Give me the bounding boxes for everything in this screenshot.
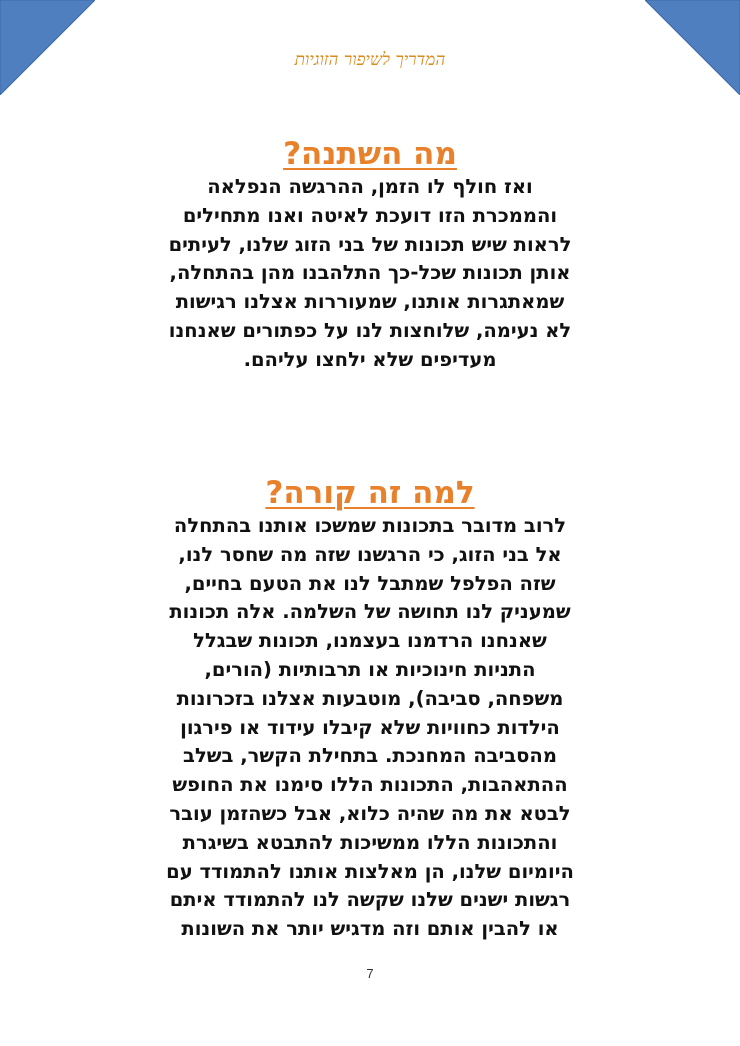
paragraph-line: שמעניק לנו תחושה של השלמה. אלה תכונות — [169, 600, 571, 624]
paragraph-line: שזה הפלפל שמתבל לנו את הטעם בחיים, — [184, 571, 556, 595]
paragraph-line: לא נעימה, שלוחצות לנו על כפתורים שאנחנו — [168, 318, 572, 342]
section-heading: מה השתנה? — [283, 136, 457, 172]
section-heading: למה זה קורה? — [265, 475, 475, 511]
paragraph-line: לבטא את מה שהיה כלוא, אבל כשהזמן עובר — [169, 801, 571, 825]
paragraph-line: לראות שיש תכונות של בני הזוג שלנו, לעיתים — [168, 232, 572, 256]
section-paragraph — [100, 173, 640, 375]
paragraph-line: והתכונות הללו ממשיכות להתבטא בשיגרת — [182, 830, 558, 854]
section-why-it-happens — [100, 474, 640, 944]
paragraph-line: והממכרת הזו דועכת לאיטה ואנו מתחילים — [182, 203, 558, 227]
section-paragraph — [100, 512, 640, 944]
paragraph-line: התניות חינוכיות או תרבותיות (הורים, — [204, 657, 536, 681]
paragraph-line: מהסביבה המחנכת. בתחילת הקשר, בשלב — [183, 744, 557, 768]
paragraph-line: היומיום שלנו, הן מאלצות אותנו להתמודד עם — [166, 859, 574, 883]
paragraph-line: רגשות ישנים שלנו שקשה לנו להתמודד איתם — [169, 888, 571, 912]
paragraph-line: שאנחנו הרדמנו בעצמנו, תכונות שבגלל — [193, 629, 547, 653]
section-what-changed — [100, 135, 640, 375]
page-number: 7 — [366, 966, 374, 981]
paragraph-line: שמאתגרות אותנו, שמעוררות אצלנו רגישות — [175, 290, 565, 314]
paragraph-line: ואז חולף לו הזמן, ההרגשה הנפלאה — [207, 175, 533, 198]
corner-triangle-right — [645, 0, 740, 95]
paragraph-line: ההתאהבות, התכונות הללו סימנו את החופש — [172, 773, 568, 797]
paragraph-line: מעדיפים שלא ילחצו עליהם. — [243, 347, 497, 371]
paragraph-line: או להבין אותם וזה מדגיש יותר את השונות — [181, 917, 559, 941]
paragraph-line: לרוב מדובר בתכונות שמשכו אותנו בהתחלה — [173, 514, 567, 537]
paragraph-line: אל בני הזוג, כי הרגשנו שזה מה שחסר לנו, — [178, 542, 562, 566]
paragraph-line: אותן תכונות שכל-כך התלהבנו מהן בהתחלה, — [169, 261, 571, 285]
paragraph-line: הילדות כחוויות שלא קיבלו עידוד או פירגון — [180, 715, 560, 739]
running-header-title: המדריך לשיפור הזוגיות — [294, 50, 446, 70]
paragraph-line: משפחה, סביבה), מוטבעות אצלנו בזכרונות — [176, 686, 564, 710]
corner-triangle-left — [0, 0, 95, 95]
